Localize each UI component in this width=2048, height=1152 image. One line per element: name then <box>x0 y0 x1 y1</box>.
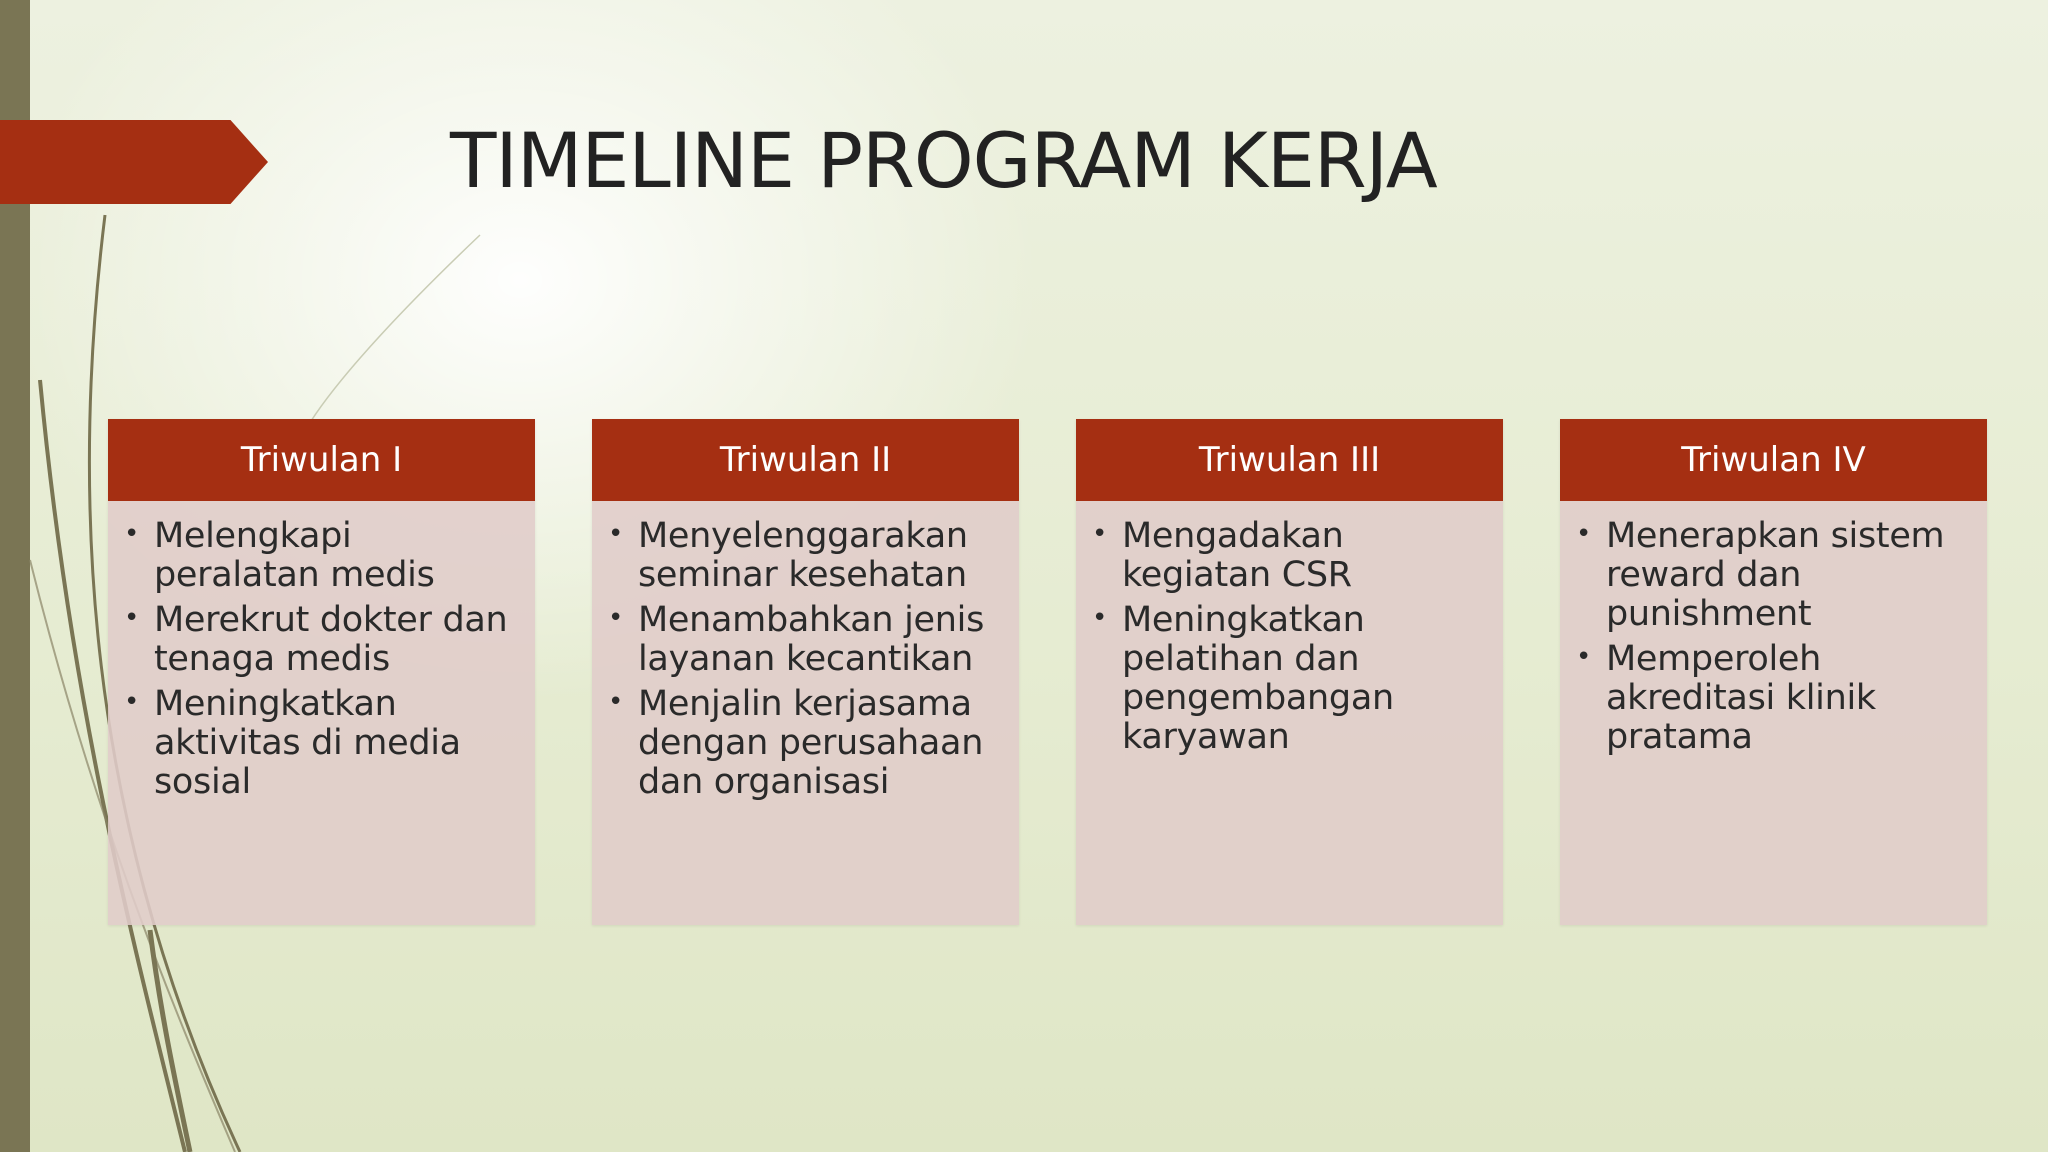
list-item: • Mengadakan kegiatan CSR <box>1122 517 1489 595</box>
card-header: Triwulan I <box>108 419 535 501</box>
list-item: • Melengkapi peralatan medis <box>154 517 521 595</box>
list-item: • Merekrut dokter dan tenaga medis <box>154 601 521 679</box>
list-item: • Meningkatkan pelatihan dan pengembangan karyawan <box>1122 601 1489 757</box>
title-arrow-accent <box>0 120 268 204</box>
card-triwulan-4 <box>1560 419 1987 925</box>
list-item: • Menjalin kerjasama dengan perusahaan dan organisasi <box>638 685 1005 802</box>
card-list <box>592 501 1019 802</box>
list-item: • Menyelenggarakan seminar kesehatan <box>638 517 1005 595</box>
list-item: • Memperoleh akreditasi klinik pratama <box>1606 640 1973 757</box>
card-header: Triwulan II <box>592 419 1019 501</box>
card-triwulan-3 <box>1076 419 1503 925</box>
slide-title: TIMELINE PROGRAM KERJA <box>450 116 1437 205</box>
card-triwulan-2 <box>592 419 1019 925</box>
list-item: • Menerapkan sistem reward dan punishment <box>1606 517 1973 634</box>
card-list <box>108 501 535 802</box>
card-list <box>1076 501 1503 757</box>
card-header: Triwulan III <box>1076 419 1503 501</box>
card-triwulan-1 <box>108 419 535 925</box>
card-header: Triwulan IV <box>1560 419 1987 501</box>
list-item: • Menambahkan jenis layanan kecantikan <box>638 601 1005 679</box>
list-item: • Meningkatkan aktivitas di media sosial <box>154 685 521 802</box>
card-list <box>1560 501 1987 757</box>
